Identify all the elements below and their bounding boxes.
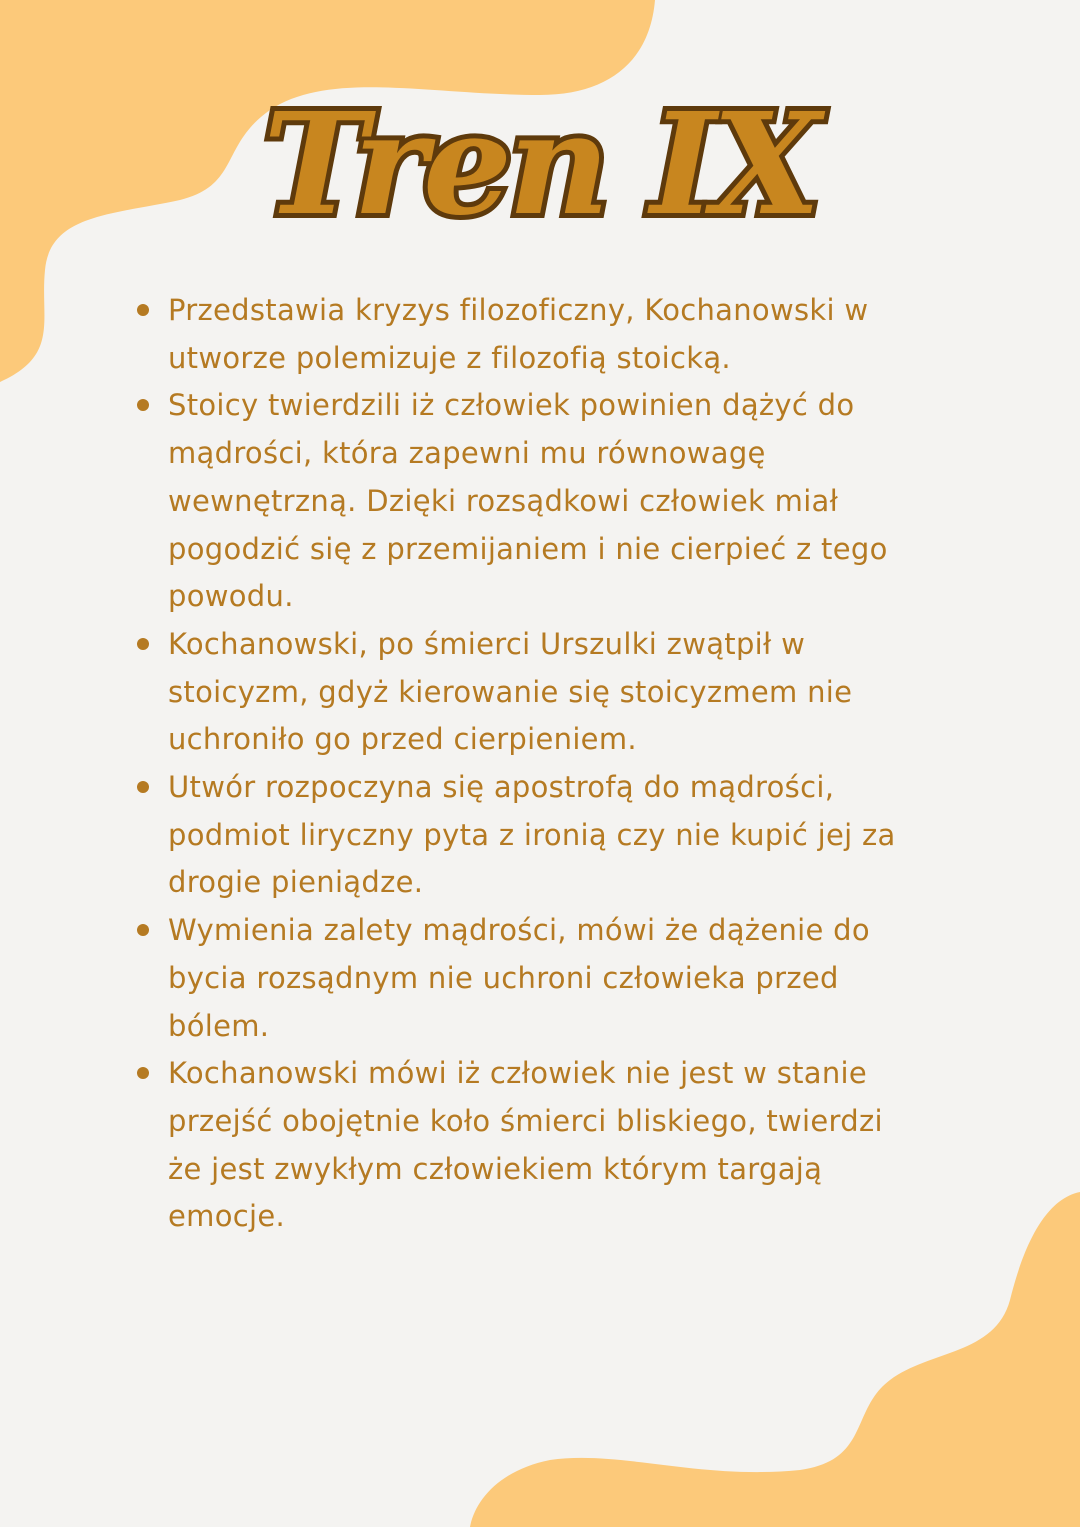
bullet-text-line: Wymienia zalety mądrości, mówi że dążenie do [168,913,870,948]
bullet-text-line: stoicyzm, gdyż kierowanie się stoicyzmem nie [168,674,853,709]
bullet-icon [137,304,149,316]
bullet-text-line: bycia rozsądnym nie uchroni człowieka przed [168,960,839,995]
page-title: Tren IX [263,83,817,247]
bullet-text-line: drogie pieniądze. [168,865,424,900]
bullet-text-line: Przedstawia kryzys filozoficzny, Kochanowski w [168,293,869,327]
bullet-text-line: Utwór rozpoczyna się apostrofą do mądrości, [168,770,835,804]
bullet-icon [137,924,149,936]
bullet-text-line: mądrości, która zapewni mu równowagę [168,436,766,471]
bullet-icon [137,781,149,793]
bullet-text-line: bólem. [168,1008,270,1043]
bottom-right-blob [470,1192,1080,1527]
bullet-text-line: Stoicy twierdzili iż człowiek powinien dążyć do [168,388,855,423]
bullet-text-line: Kochanowski, po śmierci Urszulki zwątpił w [168,626,806,661]
bullet-text-line: powodu. [168,579,294,614]
bullet-text-line: podmiot liryczny pyta z ironią czy nie kupić jej za [168,817,896,852]
bullet-text-line: wewnętrzną. Dzięki rozsądkowi człowiek miał [168,483,839,518]
bullet-text-line: emocje. [168,1199,285,1234]
bullet-text-line: przejść obojętnie koło śmierci bliskiego, twierdzi [168,1103,883,1138]
bullet-text-line: uchroniło go przed cierpieniem. [168,722,637,757]
bullet-text-line: utworze polemizuje z filozofią stoicką. [168,340,731,375]
bullet-text-line: pogodzić się z przemijaniem i nie cierpieć z tego [168,531,888,566]
bullet-text-line: że jest zwykłym człowiekiem którym targają [168,1151,823,1186]
bullet-text-line: Kochanowski mówi iż człowiek nie jest w stanie [168,1056,868,1091]
bullet-icon [137,638,149,650]
